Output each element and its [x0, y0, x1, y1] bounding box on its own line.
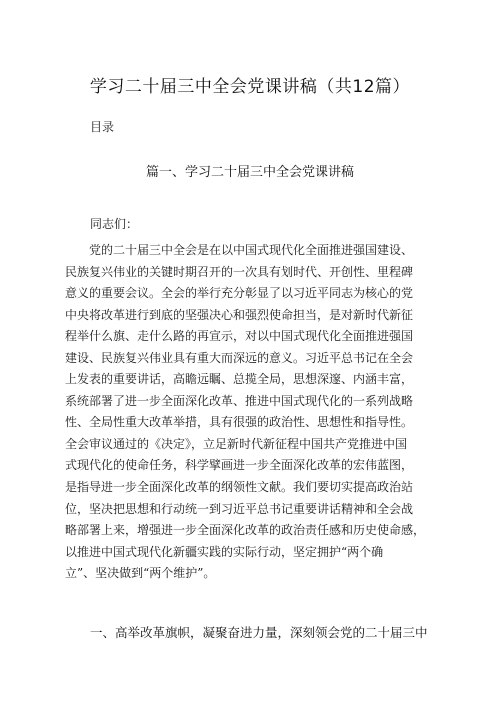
- body-line: 以推进中国式现代化新疆实践的实际行动，坚定拥护“两个确: [65, 544, 384, 559]
- greeting: 同志们：: [90, 217, 139, 231]
- body-line: 全会审议通过的《决定》，立足新时代新征程中国共产党推进中国: [65, 436, 408, 451]
- body-line: 性、全局性重大改革举措，具有很强的政治性、思想性和指导性。: [65, 415, 414, 430]
- body-line: 党的二十届三中全会是在以中国式现代化全面推进强国建设、: [89, 243, 414, 257]
- body-line: 系统部署了进一步全面深化改革、推进中国式现代化的一系列战略: [65, 393, 414, 408]
- section-title: 篇一、学习二十届三中全会党课讲稿: [145, 165, 354, 180]
- toc-label: 目录: [90, 120, 115, 134]
- body-line: 位，坚决把思想和行动统一到习近平总书记重要讲话精神和全会战: [65, 501, 414, 516]
- document-title: 学习二十届三中全会党课讲稿（共12篇）: [89, 77, 411, 97]
- body-line: 中央将改革进行到底的坚强决心和强烈使命担当，是对新时代新征: [65, 307, 414, 322]
- body-line: 程举什么旗、走什么路的再宣示，对以中国式现代化全面推进强国: [65, 329, 414, 344]
- body-line: 民族复兴伟业的关键时期召开的一次具有划时代、开创性、里程碑: [65, 264, 414, 279]
- body-line: 略部署上来，增强进一步全面深化改革的政治责任感和历史使命感，: [65, 523, 426, 538]
- body-line: 意义的重要会议。全会的举行充分彰显了以习近平同志为核心的党: [65, 286, 414, 301]
- body-line: 立”、坚决做到“两个维护”。: [65, 566, 216, 581]
- body-line: 上发表的重要讲话，高瞻远瞩、总揽全局，思想深邃、内涵丰富，: [65, 372, 414, 387]
- body-line: 是指导进一步全面深化改革的纲领性文献。我们要切实提高政治站: [65, 480, 414, 495]
- section-heading: 一、高举改革旗帜，凝聚奋进力量，深刻领会党的二十届三中: [90, 625, 428, 640]
- body-line: 建设、民族复兴伟业具有重大而深远的意义。习近平总书记在全会: [65, 350, 414, 365]
- body-line: 式现代化的使命任务，科学擘画进一步全面深化改革的宏伟蓝图，: [65, 458, 414, 473]
- body-paragraph: [65, 240, 437, 585]
